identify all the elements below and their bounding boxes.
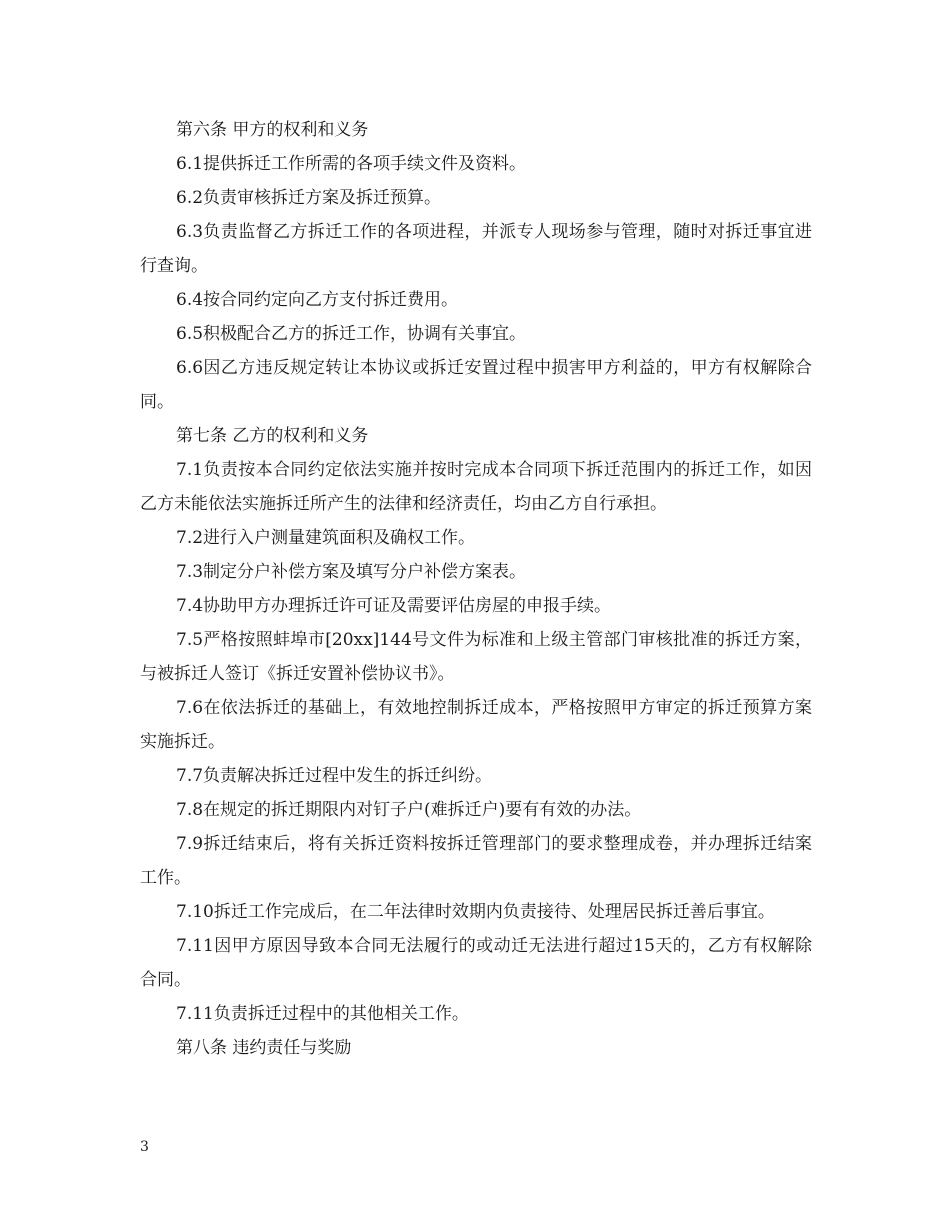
clause-6-2: 6.2负责审核拆迁方案及拆迁预算。 [176, 188, 442, 208]
clause-7-8: 7.8在规定的拆迁期限内对钉子户(难拆迁户)要有有效的办法。 [176, 800, 642, 820]
document-body [140, 113, 812, 1065]
clause-7-4: 7.4协助甲方办理拆迁许可证及需要评估房屋的申报手续。 [176, 596, 612, 616]
clause-6-5: 6.5积极配合乙方的拆迁工作，协调有关事宜。 [176, 324, 527, 344]
section-heading-article-8: 第八条 违约责任与奖励 [176, 1038, 352, 1058]
clause-7-1: 7.1负责按本合同约定依法实施并按时完成本合同项下拆迁范围内的拆迁工作，如因乙方未能依法实施拆迁所产生的法律和经济责任，均由乙方自行承担。 [140, 460, 812, 514]
clause-7-11-b: 7.11负责拆迁过程中的其他相关工作。 [176, 1004, 469, 1024]
clause-6-3: 6.3负责监督乙方拆迁工作的各项进程，并派专人现场参与管理，随时对拆迁事宜进行查询。 [140, 222, 812, 276]
clause-7-3: 7.3制定分户补偿方案及填写分户补偿方案表。 [176, 562, 527, 582]
clause-6-1: 6.1提供拆迁工作所需的各项手续文件及资料。 [176, 154, 527, 174]
section-heading-article-6: 第六条 甲方的权利和义务 [176, 120, 369, 140]
clause-7-6: 7.6在依法拆迁的基础上，有效地控制拆迁成本，严格按照甲方审定的拆迁预算方案实施拆迁。 [140, 698, 812, 752]
page-number: 3 [140, 1139, 149, 1155]
clause-7-10: 7.10拆迁工作完成后，在二年法律时效期内负责接待、处理居民拆迁善后事宜。 [176, 902, 775, 922]
clause-6-6: 6.6因乙方违反规定转让本协议或拆迁安置过程中损害甲方利益的，甲方有权解除合同。 [140, 358, 812, 412]
clause-7-5: 7.5严格按照蚌埠市[20xx]144号文件为标准和上级主管部门审核批准的拆迁方案，与被拆迁人签订《拆迁安置补偿协议书》。 [140, 630, 812, 684]
clause-7-7: 7.7负责解决拆迁过程中发生的拆迁纠纷。 [176, 766, 493, 786]
clause-7-9: 7.9拆迁结束后，将有关拆迁资料按拆迁管理部门的要求整理成卷，并办理拆迁结案工作。 [140, 834, 812, 888]
clause-6-4: 6.4按合同约定向乙方支付拆迁费用。 [176, 290, 459, 310]
clause-7-11-a: 7.11因甲方原因导致本合同无法履行的或动迁无法进行超过15天的，乙方有权解除合同。 [140, 936, 812, 990]
section-heading-article-7: 第七条 乙方的权利和义务 [176, 426, 369, 446]
clause-7-2: 7.2进行入户测量建筑面积及确权工作。 [176, 528, 476, 548]
